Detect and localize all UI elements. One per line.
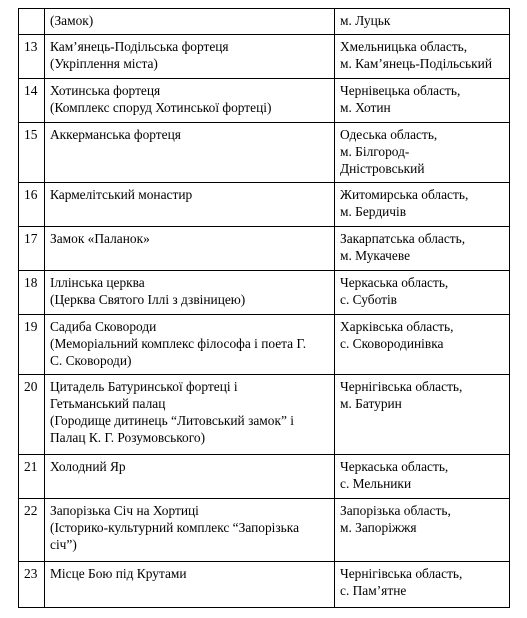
monument-name-line: (Замок) — [50, 13, 94, 28]
location-line: м. Хотин — [340, 100, 391, 115]
location-cell — [335, 271, 510, 315]
location-line: м. Бердичів — [340, 204, 407, 219]
location-line: м. Запоріжжя — [340, 520, 417, 535]
location-line: Черкаська область, — [340, 459, 449, 474]
row-number-cell: 20 — [19, 375, 45, 455]
row-number-cell: 19 — [19, 315, 45, 375]
row-number-cell: 14 — [19, 79, 45, 123]
table-row — [19, 9, 510, 35]
monument-name-line: (Комплекс споруд Хотинської фортеці) — [50, 100, 272, 115]
row-number-cell: 22 — [19, 499, 45, 562]
table-row — [19, 455, 510, 499]
monument-name-line: С. Сковороди) — [50, 353, 132, 368]
table-row — [19, 271, 510, 315]
table-row — [19, 35, 510, 79]
location-line: Чернігівська область, — [340, 566, 463, 581]
monument-name-line: Холодний Яр — [50, 459, 126, 474]
row-number-cell: 18 — [19, 271, 45, 315]
location-line: Дністровський — [340, 161, 425, 176]
location-line: с. Суботів — [340, 292, 397, 307]
row-number-cell: 23 — [19, 562, 45, 608]
monument-name-line: Палац К. Г. Розумовського) — [50, 430, 206, 445]
monument-name-line: Запорізька Січ на Хортиці — [50, 503, 199, 518]
monument-name-line: Іллінська церква — [50, 275, 145, 290]
table-row — [19, 375, 510, 455]
monument-name-cell — [45, 375, 335, 455]
monument-name-cell — [45, 123, 335, 183]
location-line: Закарпатська область, — [340, 231, 466, 246]
monument-name-cell — [45, 271, 335, 315]
monument-name-line: Садиба Сковороди — [50, 319, 157, 334]
row-number-cell: 13 — [19, 35, 45, 79]
location-cell — [335, 183, 510, 227]
monument-name-line: (Укріплення міста) — [50, 56, 158, 71]
location-line: Чернігівська область, — [340, 379, 463, 394]
table-row — [19, 227, 510, 271]
location-line: с. Мельники — [340, 476, 412, 491]
monuments-table — [18, 8, 510, 608]
monument-name-line: Хотинська фортеця — [50, 83, 161, 98]
monument-name-line: Замок «Паланок» — [50, 231, 150, 246]
monument-name-line: січ”) — [50, 537, 77, 552]
monument-name-line: Кармелітський монастир — [50, 187, 193, 202]
location-line: Житомирська область, — [340, 187, 469, 202]
monument-name-cell — [45, 315, 335, 375]
monument-name-line: Цитадель Батуринської фортеці і — [50, 379, 238, 394]
location-line: м. Білгород- — [340, 144, 410, 159]
row-number-cell — [19, 9, 45, 35]
location-line: Харківська область, — [340, 319, 454, 334]
table-row — [19, 183, 510, 227]
monument-name-cell — [45, 227, 335, 271]
monument-name-cell — [45, 562, 335, 608]
monument-name-cell — [45, 455, 335, 499]
location-cell — [335, 455, 510, 499]
row-number-cell: 16 — [19, 183, 45, 227]
location-cell — [335, 9, 510, 35]
monument-name-line: Аккерманська фортеця — [50, 127, 181, 142]
table-row — [19, 315, 510, 375]
location-cell — [335, 123, 510, 183]
table-row — [19, 562, 510, 608]
location-line: с. Сковородинівка — [340, 336, 444, 351]
location-cell — [335, 315, 510, 375]
location-line: м. Кам’янець-Подільський — [340, 56, 492, 71]
row-number-cell: 15 — [19, 123, 45, 183]
monument-name-cell — [45, 183, 335, 227]
location-line: с. Пам’ятне — [340, 583, 407, 598]
monument-name-line: Гетьманський палац — [50, 396, 166, 411]
monument-name-cell — [45, 9, 335, 35]
location-line: Одеська область, — [340, 127, 438, 142]
location-line: Запорізька область, — [340, 503, 451, 518]
location-line: м. Луцьк — [340, 13, 391, 28]
location-cell — [335, 79, 510, 123]
monument-name-line: (Церква Святого Іллі з дзвіницею) — [50, 292, 246, 307]
location-line: Хмельницька область, — [340, 39, 468, 54]
monument-name-line: (Меморіальний комплекс філософа і поета Г. — [50, 336, 307, 351]
table-row — [19, 79, 510, 123]
table-body — [19, 9, 510, 608]
table-row — [19, 123, 510, 183]
row-number-cell: 21 — [19, 455, 45, 499]
location-cell — [335, 35, 510, 79]
location-line: Черкаська область, — [340, 275, 449, 290]
monument-name-line: (Історико-культурний комплекс “Запорізька — [50, 520, 300, 535]
table-row — [19, 499, 510, 562]
location-line: м. Мукачеве — [340, 248, 411, 263]
location-cell — [335, 375, 510, 455]
monument-name-cell — [45, 499, 335, 562]
row-number-cell: 17 — [19, 227, 45, 271]
location-cell — [335, 562, 510, 608]
monument-name-cell — [45, 79, 335, 123]
monument-name-line: (Городище дитинець “Литовський замок” і — [50, 413, 294, 428]
location-line: м. Батурин — [340, 396, 402, 411]
location-cell — [335, 227, 510, 271]
monument-name-line: Місце Бою під Крутами — [50, 566, 187, 581]
location-cell — [335, 499, 510, 562]
monument-name-line: Кам’янець-Подільська фортеця — [50, 39, 229, 54]
location-line: Чернівецька область, — [340, 83, 461, 98]
monument-name-cell — [45, 35, 335, 79]
